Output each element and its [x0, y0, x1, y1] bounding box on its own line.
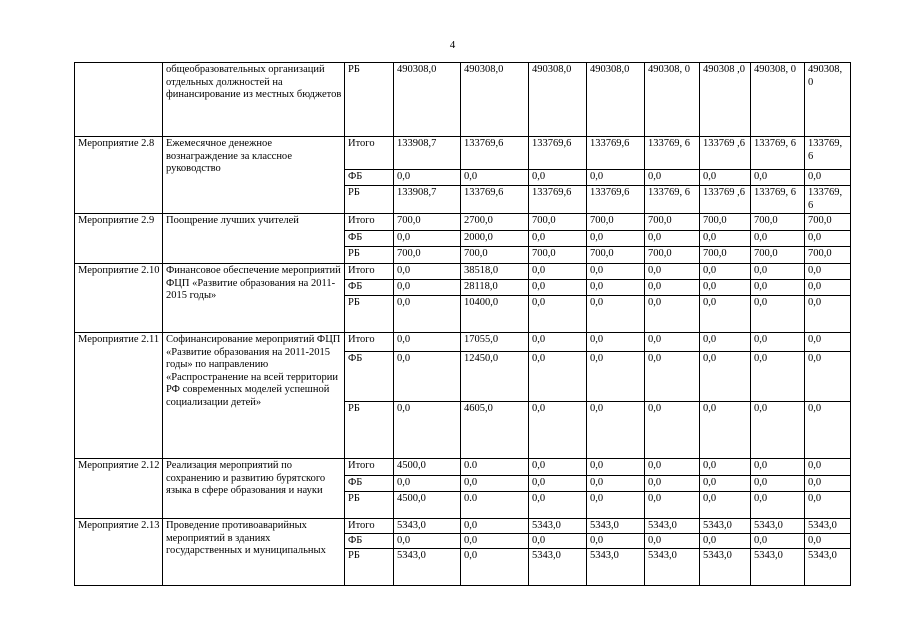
amount-cell: 700,0 — [805, 247, 851, 264]
amount-cell: 0,0 — [805, 476, 851, 492]
amount-cell: 0,0 — [805, 231, 851, 247]
amount-cell: 0,0 — [751, 296, 805, 333]
amount-cell: 0,0 — [700, 476, 751, 492]
amount-cell: 0,0 — [461, 519, 529, 534]
amount-cell: 133769, 6 — [751, 137, 805, 170]
amount-cell: 0,0 — [700, 492, 751, 519]
amount-cell: 133769, 6 — [805, 186, 851, 214]
amount-cell: 0,0 — [394, 352, 461, 402]
amount-cell: 0,0 — [587, 534, 645, 549]
amount-cell: 0,0 — [529, 264, 587, 280]
amount-cell: 0,0 — [645, 280, 700, 296]
amount-cell: 0,0 — [587, 333, 645, 352]
amount-cell: 0,0 — [529, 534, 587, 549]
amount-cell: 12450,0 — [461, 352, 529, 402]
table-row — [75, 214, 851, 231]
amount-cell: 700,0 — [587, 247, 645, 264]
funding-source: РБ — [345, 186, 394, 214]
amount-cell: 0,0 — [751, 492, 805, 519]
event-name: Мероприятие 2.12 — [75, 459, 163, 519]
amount-cell: 0,0 — [529, 333, 587, 352]
amount-cell: 5343,0 — [805, 519, 851, 534]
amount-cell: 5343,0 — [529, 519, 587, 534]
funding-source: РБ — [345, 548, 394, 585]
amount-cell: 0,0 — [700, 296, 751, 333]
table-row — [75, 519, 851, 534]
amount-cell: 133908,7 — [394, 186, 461, 214]
amount-cell: 0,0 — [751, 333, 805, 352]
amount-cell: 0,0 — [700, 333, 751, 352]
amount-cell: 5343,0 — [751, 548, 805, 585]
funding-source: Итого — [345, 519, 394, 534]
amount-cell: 490308, 0 — [645, 63, 700, 137]
amount-cell: 5343,0 — [751, 519, 805, 534]
table-row — [75, 137, 851, 170]
event-name: Мероприятие 2.11 — [75, 333, 163, 459]
funding-source: РБ — [345, 296, 394, 333]
amount-cell: 0,0 — [645, 352, 700, 402]
amount-cell: 0,0 — [587, 459, 645, 476]
page-number: 4 — [449, 39, 456, 51]
amount-cell: 5343,0 — [587, 548, 645, 585]
amount-cell: 5343,0 — [700, 548, 751, 585]
amount-cell: 700,0 — [645, 214, 700, 231]
funding-source: Итого — [345, 264, 394, 280]
funding-source: Итого — [345, 459, 394, 476]
amount-cell: 0,0 — [394, 476, 461, 492]
amount-cell: 133769,6 — [529, 137, 587, 170]
table-body — [75, 63, 851, 586]
amount-cell: 0,0 — [645, 492, 700, 519]
amount-cell: 0,0 — [700, 534, 751, 549]
funding-source: Итого — [345, 333, 394, 352]
amount-cell: 700,0 — [700, 214, 751, 231]
amount-cell: 0,0 — [461, 476, 529, 492]
amount-cell: 0,0 — [805, 402, 851, 459]
amount-cell: 700,0 — [751, 247, 805, 264]
event-description: Реализация мероприятий по сохранению и развитию бурятского языка в сфере образования и науки — [163, 459, 345, 519]
amount-cell: 0,0 — [529, 402, 587, 459]
amount-cell: 38518,0 — [461, 264, 529, 280]
amount-cell: 0,0 — [645, 402, 700, 459]
amount-cell: 17055,0 — [461, 333, 529, 352]
amount-cell: 490308,0 — [529, 63, 587, 137]
amount-cell: 0,0 — [394, 333, 461, 352]
amount-cell: 0,0 — [394, 264, 461, 280]
amount-cell: 0,0 — [394, 170, 461, 186]
amount-cell: 490308, 0 — [751, 63, 805, 137]
table-row — [75, 63, 851, 137]
amount-cell: 0,0 — [461, 534, 529, 549]
amount-cell: 0,0 — [805, 534, 851, 549]
amount-cell: 2700,0 — [461, 214, 529, 231]
amount-cell: 0,0 — [529, 459, 587, 476]
event-name: Мероприятие 2.9 — [75, 214, 163, 264]
amount-cell: 2000,0 — [461, 231, 529, 247]
amount-cell: 0,0 — [700, 459, 751, 476]
amount-cell: 0,0 — [700, 352, 751, 402]
amount-cell: 0,0 — [805, 170, 851, 186]
amount-cell: 133769, 6 — [751, 186, 805, 214]
amount-cell: 4500,0 — [394, 459, 461, 476]
amount-cell: 0,0 — [805, 296, 851, 333]
amount-cell: 0,0 — [645, 231, 700, 247]
amount-cell: 5343,0 — [645, 519, 700, 534]
amount-cell: 5343,0 — [529, 548, 587, 585]
amount-cell: 5343,0 — [587, 519, 645, 534]
amount-cell: 0,0 — [587, 280, 645, 296]
event-description: Проведение противоаварийных мероприятий в зданиях государственных и муниципальных — [163, 519, 345, 586]
amount-cell: 133769, 6 — [645, 186, 700, 214]
amount-cell: 133769,6 — [461, 137, 529, 170]
amount-cell: 700,0 — [751, 214, 805, 231]
funding-source: РБ — [345, 247, 394, 264]
amount-cell: 5343,0 — [645, 548, 700, 585]
amount-cell: 0,0 — [700, 280, 751, 296]
amount-cell: 0,0 — [587, 352, 645, 402]
amount-cell: 0,0 — [751, 231, 805, 247]
event-description: Ежемесячное денежное вознаграждение за классное руководство — [163, 137, 345, 214]
amount-cell: 700,0 — [587, 214, 645, 231]
amount-cell: 0,0 — [805, 492, 851, 519]
funding-source: ФБ — [345, 231, 394, 247]
table-row — [75, 264, 851, 280]
amount-cell: 0,0 — [751, 534, 805, 549]
amount-cell: 0,0 — [587, 402, 645, 459]
funding-source: РБ — [345, 492, 394, 519]
amount-cell: 0,0 — [529, 231, 587, 247]
amount-cell: 0.0 — [461, 492, 529, 519]
funding-source: ФБ — [345, 280, 394, 296]
amount-cell: 0,0 — [751, 402, 805, 459]
amount-cell: 133769, 6 — [645, 137, 700, 170]
amount-cell: 0,0 — [805, 264, 851, 280]
amount-cell: 0,0 — [587, 231, 645, 247]
amount-cell: 5343,0 — [394, 519, 461, 534]
funding-source: Итого — [345, 214, 394, 231]
amount-cell: 0,0 — [805, 352, 851, 402]
amount-cell: 0,0 — [587, 296, 645, 333]
amount-cell: 0,0 — [394, 402, 461, 459]
amount-cell: 0,0 — [529, 492, 587, 519]
amount-cell: 133908,7 — [394, 137, 461, 170]
amount-cell: 0,0 — [645, 264, 700, 280]
amount-cell: 0,0 — [700, 170, 751, 186]
amount-cell: 0,0 — [751, 352, 805, 402]
amount-cell: 4500,0 — [394, 492, 461, 519]
amount-cell: 0,0 — [529, 280, 587, 296]
amount-cell: 700,0 — [394, 214, 461, 231]
amount-cell: 0,0 — [394, 231, 461, 247]
amount-cell: 490308, 0 — [805, 63, 851, 137]
amount-cell: 133769,6 — [587, 137, 645, 170]
amount-cell: 10400,0 — [461, 296, 529, 333]
amount-cell: 5343,0 — [805, 548, 851, 585]
amount-cell: 28118,0 — [461, 280, 529, 296]
funding-source: ФБ — [345, 534, 394, 549]
amount-cell: 0.0 — [461, 459, 529, 476]
amount-cell: 5343,0 — [394, 548, 461, 585]
event-name: Мероприятие 2.10 — [75, 264, 163, 333]
amount-cell: 0,0 — [805, 333, 851, 352]
amount-cell: 0,0 — [587, 170, 645, 186]
event-description: Финансовое обеспечение мероприятий ФЦП «Развитие образования на 2011-2015 годы» — [163, 264, 345, 333]
amount-cell: 0,0 — [529, 352, 587, 402]
amount-cell: 5343,0 — [700, 519, 751, 534]
amount-cell: 0,0 — [529, 476, 587, 492]
amount-cell: 0,0 — [751, 476, 805, 492]
amount-cell: 0,0 — [645, 170, 700, 186]
amount-cell: 490308,0 — [461, 63, 529, 137]
amount-cell: 0,0 — [587, 492, 645, 519]
amount-cell: 133769,6 — [587, 186, 645, 214]
amount-cell: 0,0 — [751, 170, 805, 186]
amount-cell: 0,0 — [700, 264, 751, 280]
amount-cell: 490308,0 — [394, 63, 461, 137]
amount-cell: 0,0 — [805, 459, 851, 476]
amount-cell: 0,0 — [751, 264, 805, 280]
event-description: общеобразовательных организаций отдельных должностей на финансирование из местных бюджетов — [163, 63, 345, 137]
amount-cell: 0,0 — [645, 333, 700, 352]
amount-cell: 0,0 — [529, 170, 587, 186]
amount-cell: 0,0 — [461, 170, 529, 186]
amount-cell: 0,0 — [529, 296, 587, 333]
amount-cell: 133769,6 — [461, 186, 529, 214]
funding-source: ФБ — [345, 170, 394, 186]
amount-cell: 133769 ,6 — [700, 186, 751, 214]
amount-cell: 0,0 — [645, 476, 700, 492]
funding-source: Итого — [345, 137, 394, 170]
event-name — [75, 63, 163, 137]
event-description: Софинансирование мероприятий ФЦП «Развитие образования на 2011-2015 годы» по направлению «Распространение на всей территории РФ современных моделей успешной социализации детей» — [163, 333, 345, 459]
amount-cell: 490308,0 — [587, 63, 645, 137]
amount-cell: 4605,0 — [461, 402, 529, 459]
amount-cell: 0,0 — [700, 402, 751, 459]
amount-cell: 0,0 — [700, 231, 751, 247]
amount-cell: 0,0 — [751, 459, 805, 476]
event-description: Поощрение лучших учителей — [163, 214, 345, 264]
amount-cell: 700,0 — [394, 247, 461, 264]
funding-source: ФБ — [345, 352, 394, 402]
amount-cell: 490308 ,0 — [700, 63, 751, 137]
amount-cell: 0,0 — [805, 280, 851, 296]
table-row — [75, 333, 851, 352]
amount-cell: 700,0 — [461, 247, 529, 264]
amount-cell: 133769,6 — [529, 186, 587, 214]
amount-cell: 0,0 — [587, 264, 645, 280]
amount-cell: 700,0 — [700, 247, 751, 264]
amount-cell: 700,0 — [645, 247, 700, 264]
amount-cell: 700,0 — [529, 214, 587, 231]
funding-source: РБ — [345, 402, 394, 459]
amount-cell: 0,0 — [394, 296, 461, 333]
event-name: Мероприятие 2.8 — [75, 137, 163, 214]
amount-cell: 700,0 — [529, 247, 587, 264]
amount-cell: 0,0 — [645, 459, 700, 476]
amount-cell: 0,0 — [394, 280, 461, 296]
amount-cell: 0,0 — [645, 534, 700, 549]
amount-cell: 0,0 — [751, 280, 805, 296]
amount-cell: 700,0 — [805, 214, 851, 231]
amount-cell: 0,0 — [587, 476, 645, 492]
amount-cell: 0,0 — [461, 548, 529, 585]
amount-cell: 0,0 — [645, 296, 700, 333]
budget-table — [74, 62, 851, 586]
amount-cell: 0,0 — [394, 534, 461, 549]
amount-cell: 133769 ,6 — [700, 137, 751, 170]
event-name: Мероприятие 2.13 — [75, 519, 163, 586]
table-row — [75, 459, 851, 476]
funding-source: РБ — [345, 63, 394, 137]
funding-source: ФБ — [345, 476, 394, 492]
amount-cell: 133769, 6 — [805, 137, 851, 170]
